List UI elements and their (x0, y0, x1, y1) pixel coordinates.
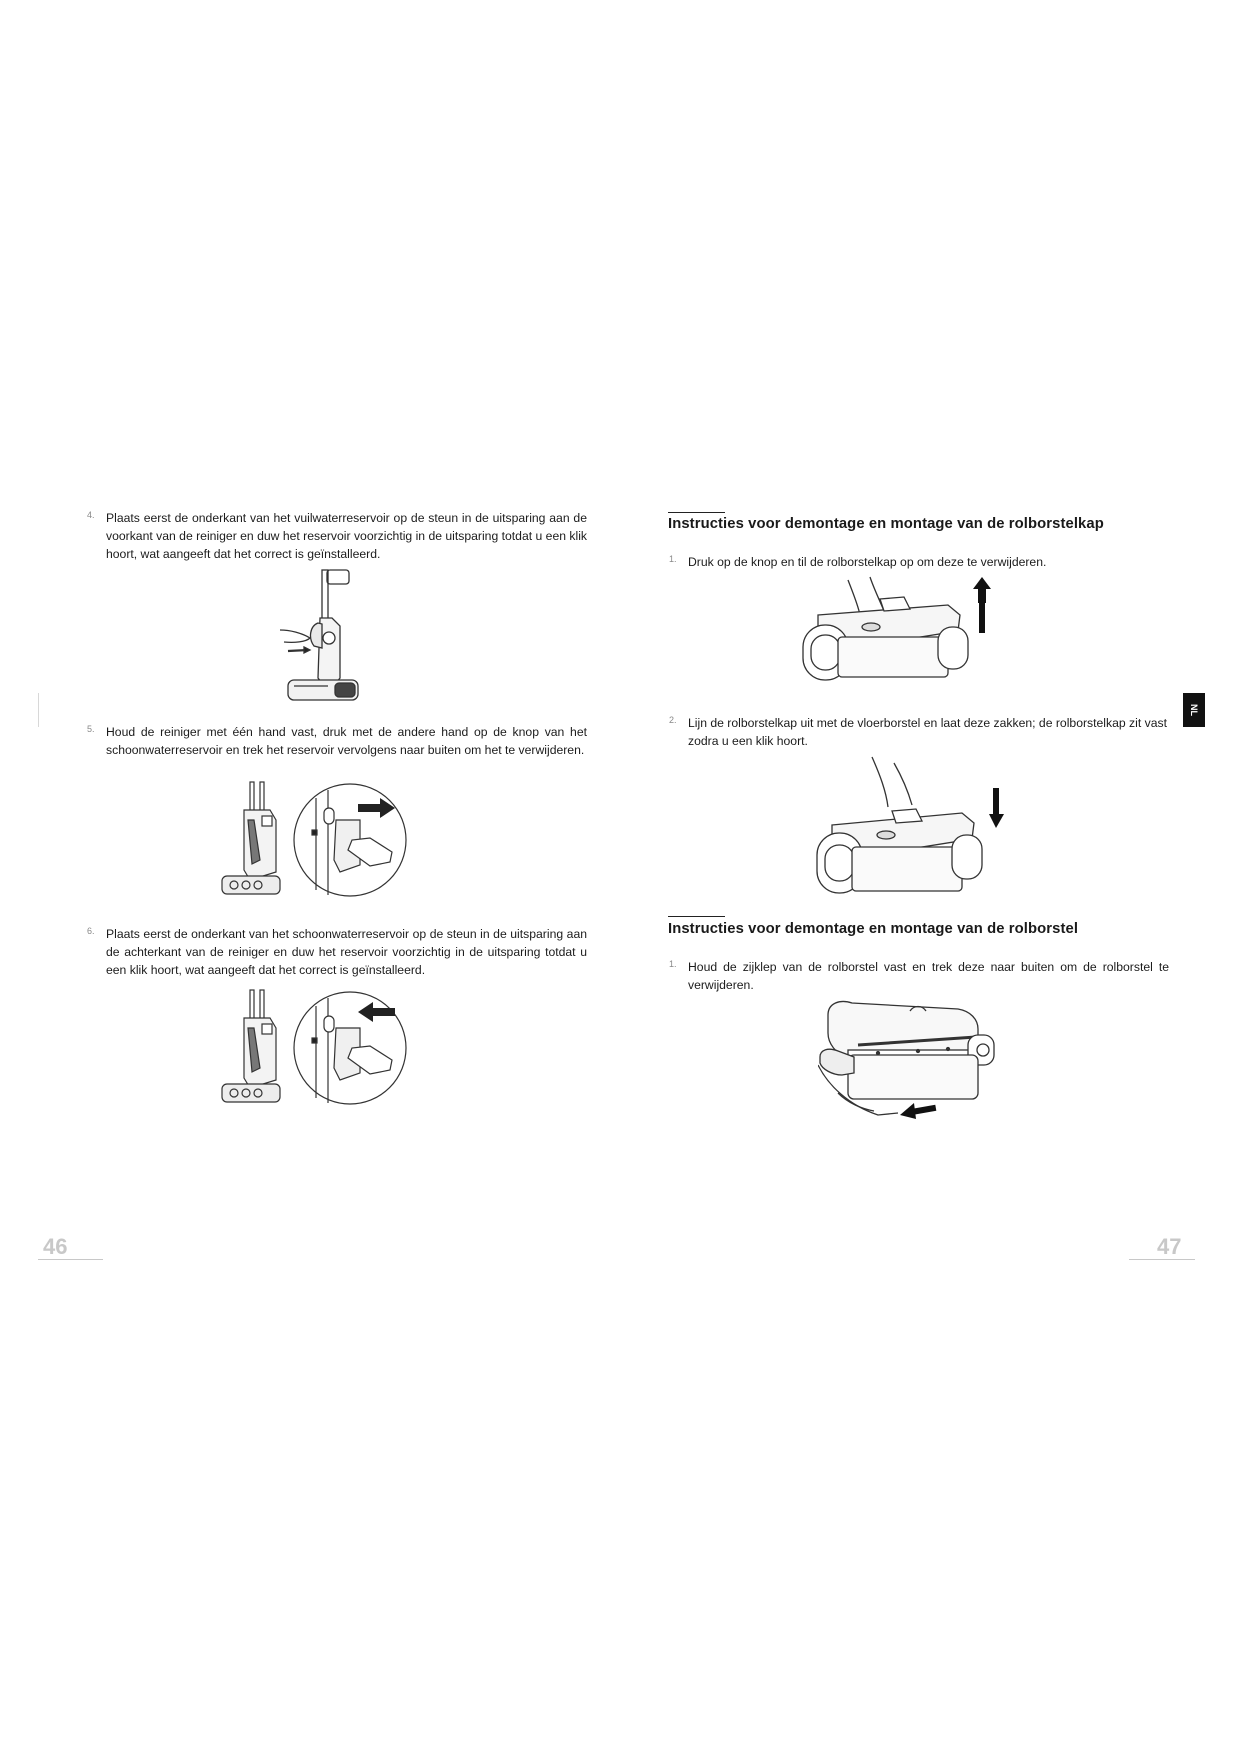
step-number: 5. (87, 724, 95, 734)
step-number: 1. (669, 959, 677, 969)
illustration-dirty-water-tank-install (280, 568, 390, 708)
step-text: Houd de zijklep van de rolborstel vast en trek deze naar buiten om de rolborstel te verwijderen. (688, 960, 1169, 992)
section-title-brush: Instructies voor demontage en montage van de rolborstel (668, 921, 1079, 937)
step-text: Druk op de knop en til de rolborstelkap op om deze te verwijderen. (688, 555, 1047, 569)
step-text: Plaats eerst de onderkant van het vuilwaterreservoir op de steun in de uitsparing aan de voorkant van de reiniger en duw het reservoir voorzichtig in de uitsparing totdat u een klik hoort, wat aangeeft dat het correct is geïnstalleerd. (106, 511, 587, 561)
step-text: Plaats eerst de onderkant van het schoonwaterreservoir op de steun in de uitsparing aan de achterkant van de reiniger en duw het reservoir voorzichtig in de uitsparing totdat u een klik hoort, wat aangeeft dat het correct is geïnstalleerd. (106, 927, 587, 977)
step-number: 1. (669, 554, 677, 564)
page-number-left: 46 (43, 1234, 68, 1259)
page-number-rule (1129, 1259, 1195, 1260)
step-number: 6. (87, 926, 95, 936)
step-text: Lijn de rolborstelkap uit met de vloerborstel en laat deze zakken; de rolborstelkap zit vast zodra u een klik hoort. (688, 716, 1167, 748)
step-number: 2. (669, 715, 677, 725)
illustration-clean-water-tank-remove (220, 780, 410, 900)
language-tab: NL (1183, 693, 1205, 727)
illustration-cover-remove (798, 575, 998, 690)
page-number-rule (38, 1259, 103, 1260)
section-rule (668, 916, 725, 917)
illustration-roller-brush-remove (818, 995, 1008, 1125)
section-title-cover: Instructies voor demontage en montage van de rolborstelkap (668, 516, 1104, 532)
step-number: 4. (87, 510, 95, 520)
step-text: Houd de reiniger met één hand vast, druk met de andere hand op de knop van het schoonwaterreservoir en trek het reservoir vervolgens naar buiten om het te verwijderen. (106, 725, 587, 757)
illustration-clean-water-tank-install (220, 988, 410, 1108)
section-rule (668, 512, 725, 513)
illustration-cover-install (812, 755, 1012, 900)
page-number-right: 47 (1157, 1234, 1182, 1259)
margin-mark (38, 693, 39, 727)
